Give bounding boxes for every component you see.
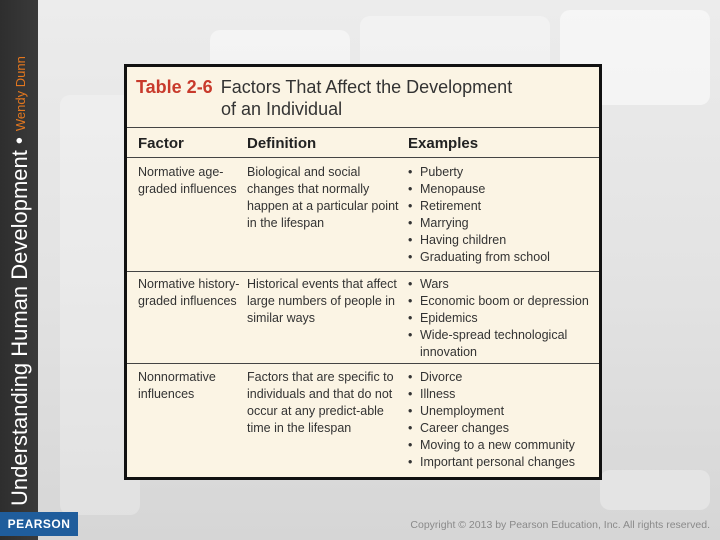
table-title-line1: Factors That Affect the Development <box>220 77 513 97</box>
row-factor: Normative history-graded influences <box>138 277 240 308</box>
example-item: • Divorce <box>408 369 598 386</box>
header-definition: Definition <box>247 135 317 152</box>
header-factor: Factor <box>138 135 184 152</box>
example-item: • Epidemics <box>408 310 598 327</box>
row-examples <box>408 164 598 266</box>
title-separator: • <box>8 137 31 145</box>
row-divider <box>127 363 599 364</box>
table-title <box>136 76 513 119</box>
header-examples: Examples <box>408 135 479 152</box>
row-factor: Normative age-graded influences <box>138 165 237 196</box>
example-item: • Wars <box>408 276 598 293</box>
row-definition: Biological and social changes that normally happen at a particular point in the lifespan <box>247 165 399 230</box>
sidebar <box>0 0 38 540</box>
row-definition: Historical events that affect large numbers of people in similar ways <box>247 277 397 325</box>
example-item: • Wide-spread technological innovation <box>408 327 598 361</box>
table-number: Table 2-6 <box>136 77 213 97</box>
example-item: • Having children <box>408 232 598 249</box>
example-item: • Retirement <box>408 198 598 215</box>
example-item: • Graduating from school <box>408 249 598 266</box>
example-item: • Unemployment <box>408 403 598 420</box>
row-factor: Nonnormative influences <box>138 370 216 401</box>
table-rule <box>127 157 599 158</box>
example-item: • Economic boom or depression <box>408 293 598 310</box>
table-rule <box>127 127 599 128</box>
author-name: Wendy Dunn <box>12 56 28 132</box>
example-item: • Moving to a new community <box>408 437 598 454</box>
row-examples <box>408 369 598 471</box>
publisher-logo: PEARSON <box>0 512 78 536</box>
example-item: • Marrying <box>408 215 598 232</box>
row-definition: Factors that are specific to individuals and that do not occur at any predict-able time in the lifespan <box>247 370 394 435</box>
row-examples <box>408 276 598 361</box>
example-item: • Menopause <box>408 181 598 198</box>
example-item: • Career changes <box>408 420 598 437</box>
table-title-line2: of an Individual <box>221 99 343 119</box>
book-title-vertical <box>1 6 39 506</box>
row-divider <box>127 271 599 272</box>
copyright-notice: Copyright © 2013 by Pearson Education, Inc. All rights reserved. <box>410 519 710 531</box>
table-card <box>124 64 602 480</box>
background-decoration <box>600 470 710 510</box>
book-title: Understanding Human Development <box>7 150 32 506</box>
example-item: • Important personal changes <box>408 454 598 471</box>
example-item: • Illness <box>408 386 598 403</box>
example-item: • Puberty <box>408 164 598 181</box>
